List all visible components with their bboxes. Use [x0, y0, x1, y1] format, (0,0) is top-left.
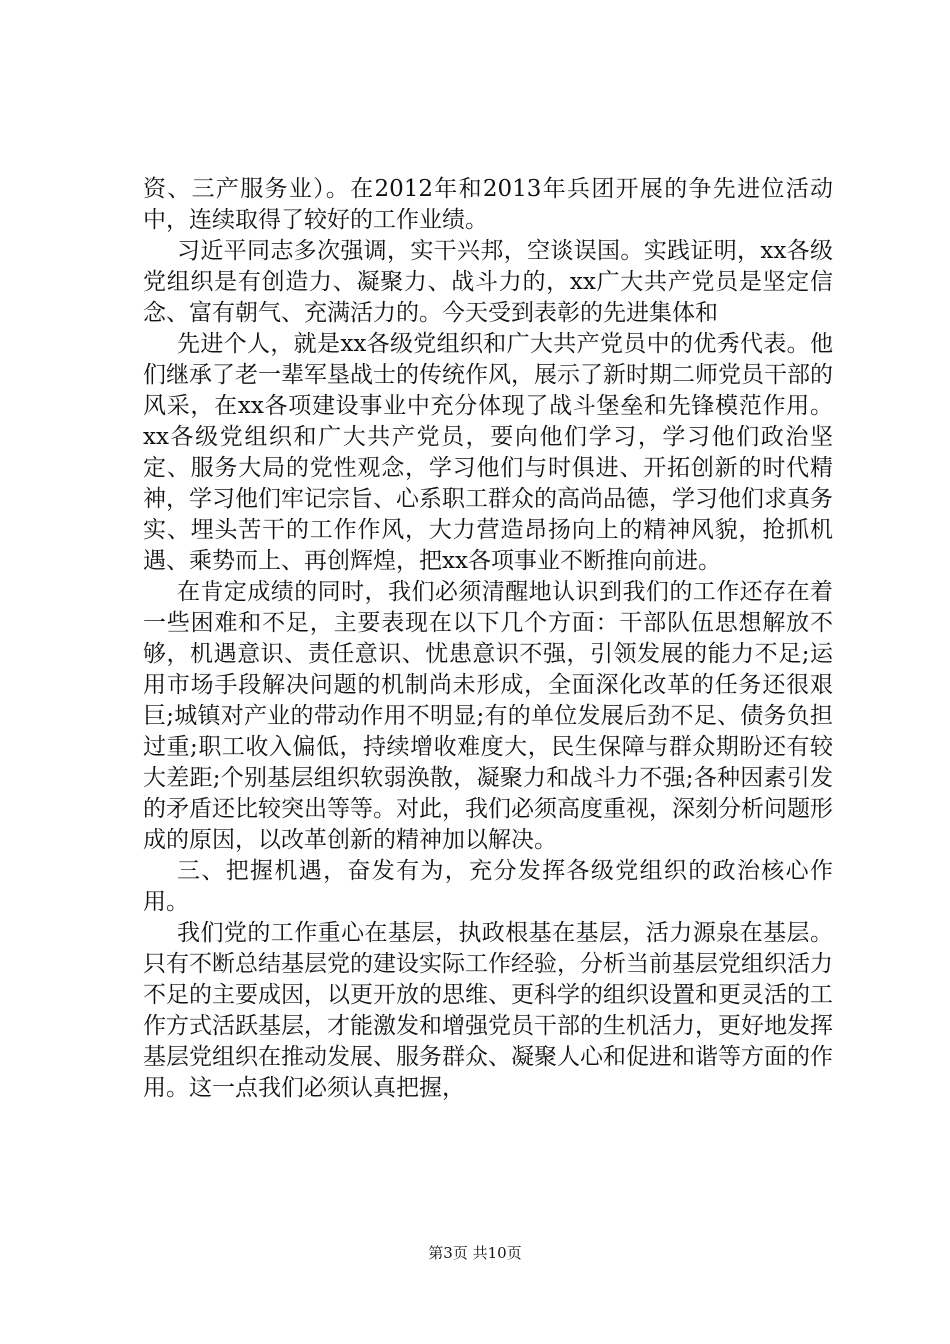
- paragraph: 我们党的工作重心在基层，执政根基在基层，活力源泉在基层。只有不断总结基层党的建设实际工作经验，分析当前基层党组织活力不足的主要成因，以更开放的思维、更科学的组织设置和更灵活的工作方式活跃基层，才能激发和增强党员干部的生机活力，更好地发挥基层党组织在推动发展、服务群众、凝聚人心和促进和谐等方面的作用。这一点我们必须认真把握，: [143, 920, 833, 1101]
- paragraph: 在肯定成绩的同时，我们必须清醒地认识到我们的工作还存在着一些困难和不足，主要表现在以下几个方面：干部队伍思想解放不够，机遇意识、责任意识、忧患意识不强，引领发展的能力不足;运用市场手段解决问题的机制尚未形成，全面深化改革的任务还很艰巨;城镇对产业的带动作用不明显;有的单位发展后劲不足、债务负担过重;职工收入偏低，持续增收难度大，民生保障与群众期盼还有较大差距;个别基层组织软弱涣散，凝聚力和战斗力不强;各种因素引发的矛盾还比较突出等等。对此，我们必须高度重视，深刻分析问题形成的原因，以改革创新的精神加以解决。: [143, 579, 833, 853]
- paragraph-continuation: 资、三产服务业）。在2012年和2013年兵团开展的争先进位活动中，连续取得了较好的工作业绩。: [143, 176, 833, 233]
- paragraph: 习近平同志多次强调，实干兴邦，空谈误国。实践证明，xx各级党组织是有创造力、凝聚力、战斗力的，xx广大共产党员是坚定信念、富有朝气、充满活力的。今天受到表彰的先进集体和: [143, 238, 833, 326]
- section-heading: 三、把握机遇，奋发有为，充分发挥各级党组织的政治核心作用。: [143, 858, 833, 915]
- body-text: [143, 174, 833, 1104]
- page-number-footer: 第3页 共10页: [428, 1244, 522, 1262]
- paragraph: 先进个人，就是xx各级党组织和广大共产党员中的优秀代表。他们继承了老一辈军垦战士的传统作风，展示了新时期二师党员干部的风采，在xx各项建设事业中充分体现了战斗堡垒和先锋模范作用。xx各级党组织和广大共产党员，要向他们学习，学习他们政治坚定、服务大局的党性观念，学习他们与时俱进、开拓创新的时代精神，学习他们牢记宗旨、心系职工群众的高尚品德，学习他们求真务实、埋头苦干的工作作风，大力营造昂扬向上的精神风貌，抢抓机遇、乘势而上、再创辉煌，把xx各项事业不断推向前进。: [143, 331, 833, 574]
